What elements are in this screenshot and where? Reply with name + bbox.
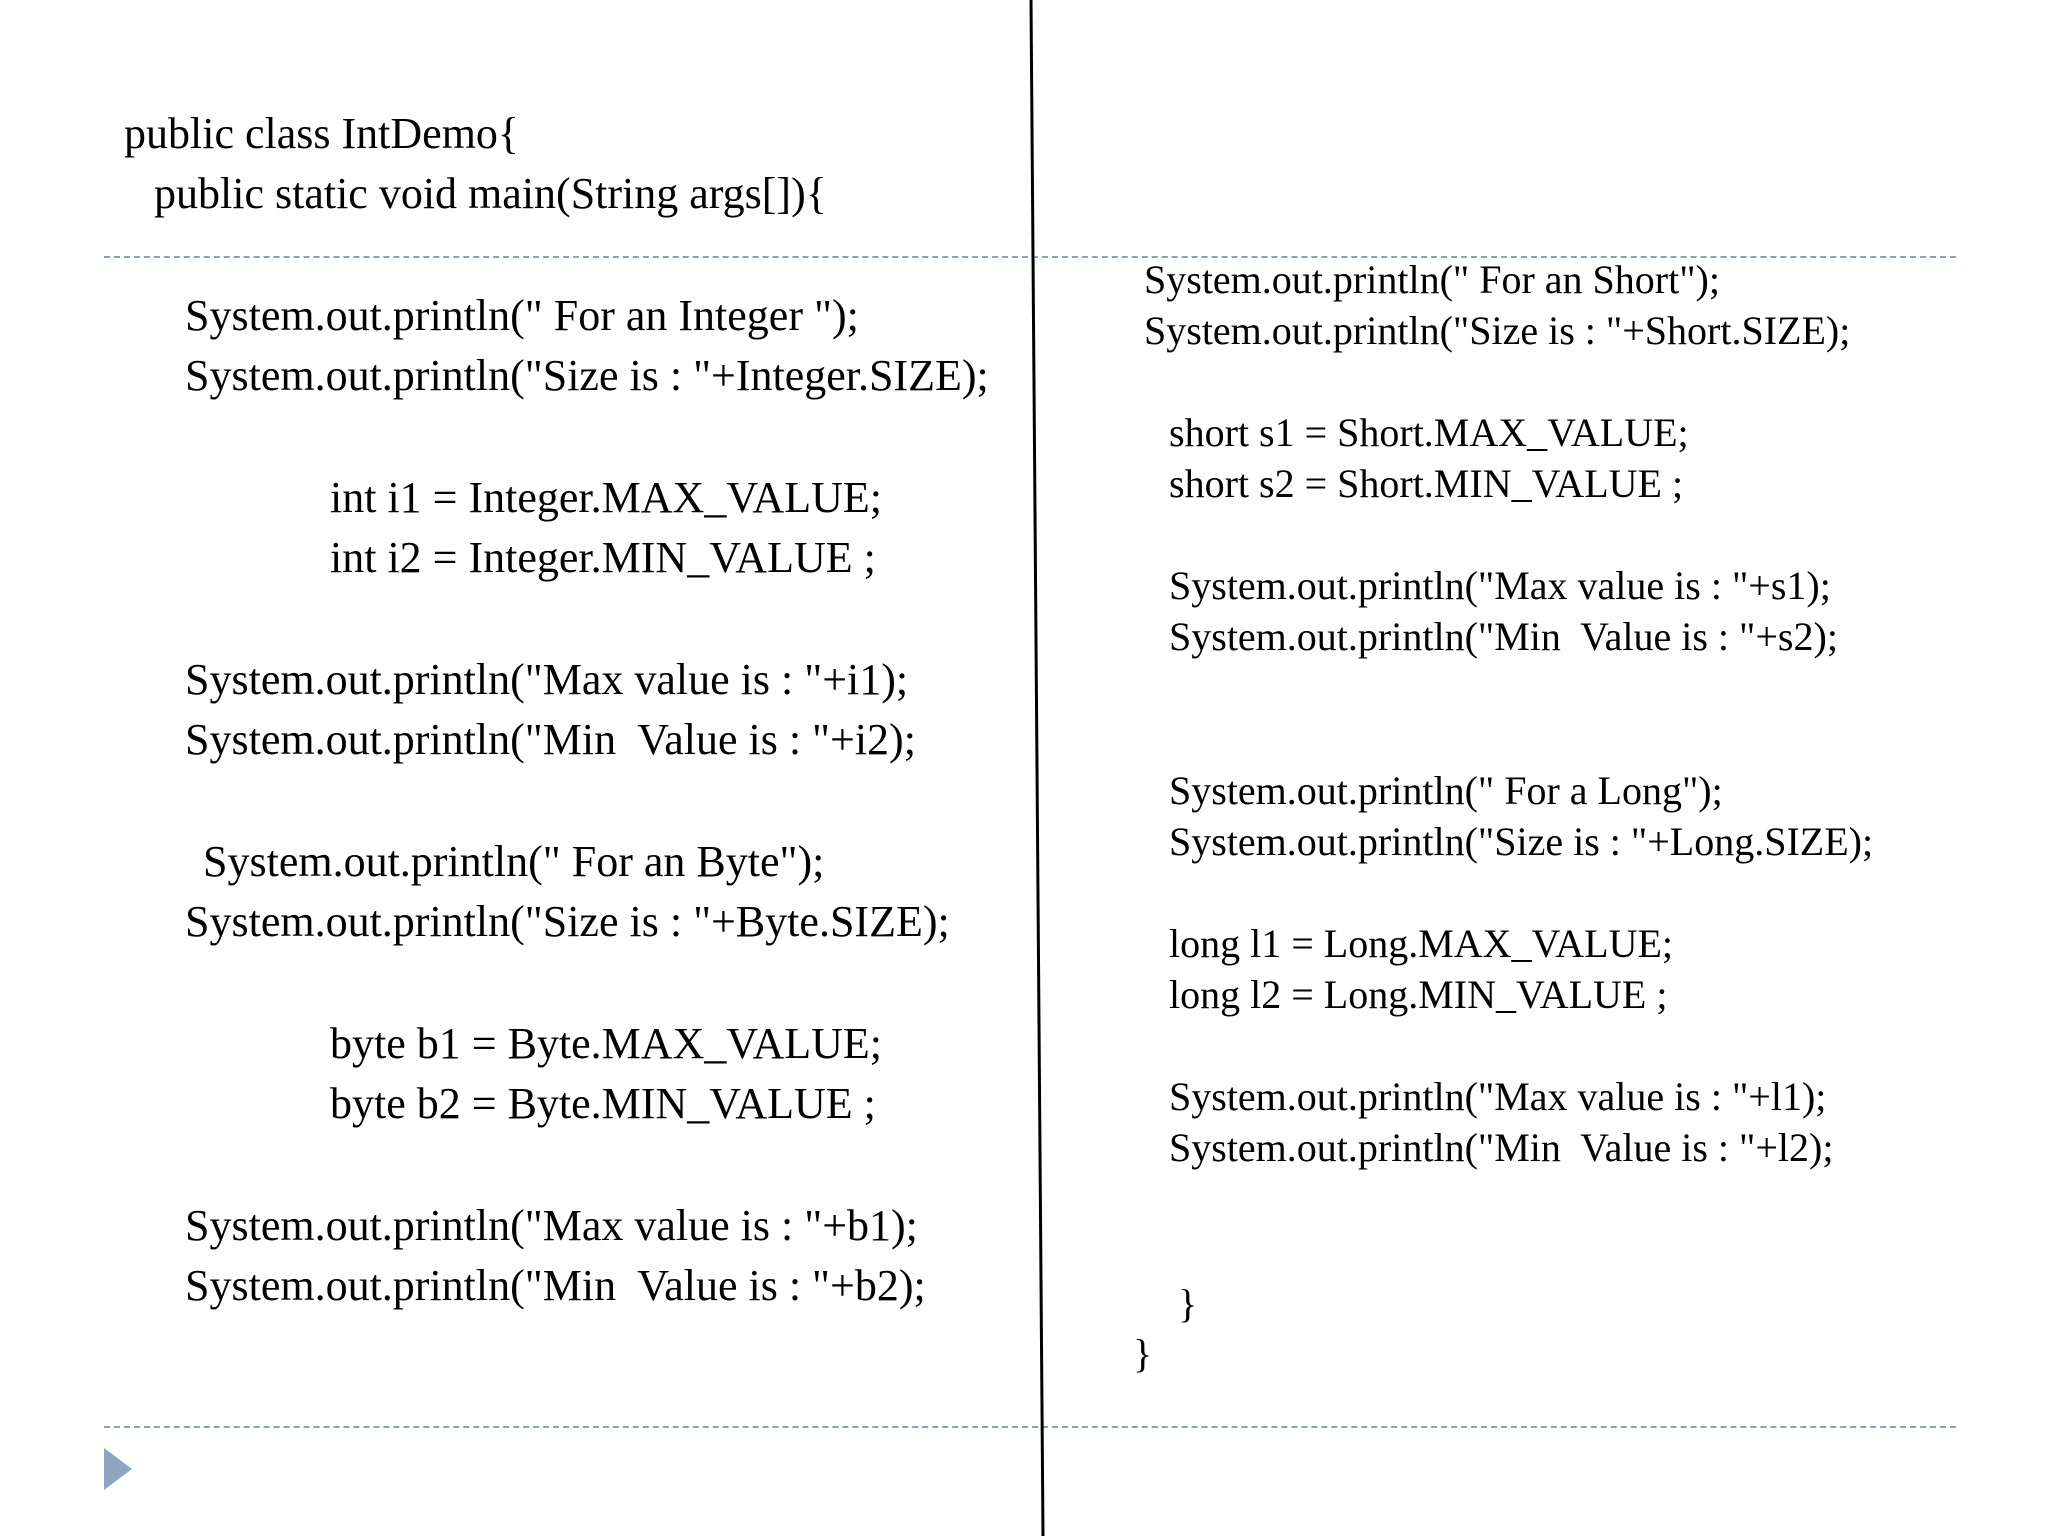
code-line: System.out.println("Min Value is : "+b2); [185, 1261, 926, 1310]
play-arrow-icon[interactable] [104, 1448, 132, 1490]
code-line: System.out.println(" For an Byte"); [203, 837, 825, 886]
code-line: System.out.println("Size is : "+Integer.SIZE); [185, 351, 989, 400]
code-line: public static void main(String args[]){ [110, 169, 827, 218]
code-line: System.out.println(" For an Integer "); [185, 291, 859, 340]
closing-brace: } [1133, 1331, 1153, 1376]
code-line: byte b1 = Byte.MAX_VALUE; [330, 1019, 882, 1068]
code-line: System.out.println("Max value is : "+s1); [1169, 563, 1831, 608]
code-line: System.out.println("Size is : "+Short.SIZE); [1144, 308, 1851, 353]
code-line: System.out.println(" For an Short"); [1144, 257, 1720, 302]
code-line: int i2 = Integer.MIN_VALUE ; [330, 533, 876, 582]
code-line: System.out.println("Min Value is : "+l2); [1169, 1125, 1834, 1170]
closing-brace: } [1178, 1281, 1198, 1326]
code-line: short s2 = Short.MIN_VALUE ; [1169, 461, 1684, 506]
code-line: System.out.println("Size is : "+Long.SIZE); [1169, 819, 1874, 864]
code-line: System.out.println("Max value is : "+i1); [185, 655, 909, 704]
code-line: System.out.println("Min Value is : "+i2); [185, 715, 916, 764]
code-line: public class IntDemo{ [124, 109, 520, 158]
code-line: System.out.println("Max value is : "+l1); [1169, 1074, 1827, 1119]
code-line: short s1 = Short.MAX_VALUE; [1169, 410, 1689, 455]
code-line: System.out.println("Size is : "+Byte.SIZE); [185, 897, 950, 946]
code-line: byte b2 = Byte.MIN_VALUE ; [330, 1079, 876, 1128]
code-line: int i1 = Integer.MAX_VALUE; [330, 473, 882, 522]
code-line: System.out.println("Max value is : "+b1); [185, 1201, 918, 1250]
code-line: long l2 = Long.MIN_VALUE ; [1169, 972, 1668, 1017]
code-line: long l1 = Long.MAX_VALUE; [1169, 921, 1674, 966]
code-line: System.out.println("Min Value is : "+s2); [1169, 614, 1838, 659]
code-line: System.out.println(" For a Long"); [1169, 768, 1723, 813]
